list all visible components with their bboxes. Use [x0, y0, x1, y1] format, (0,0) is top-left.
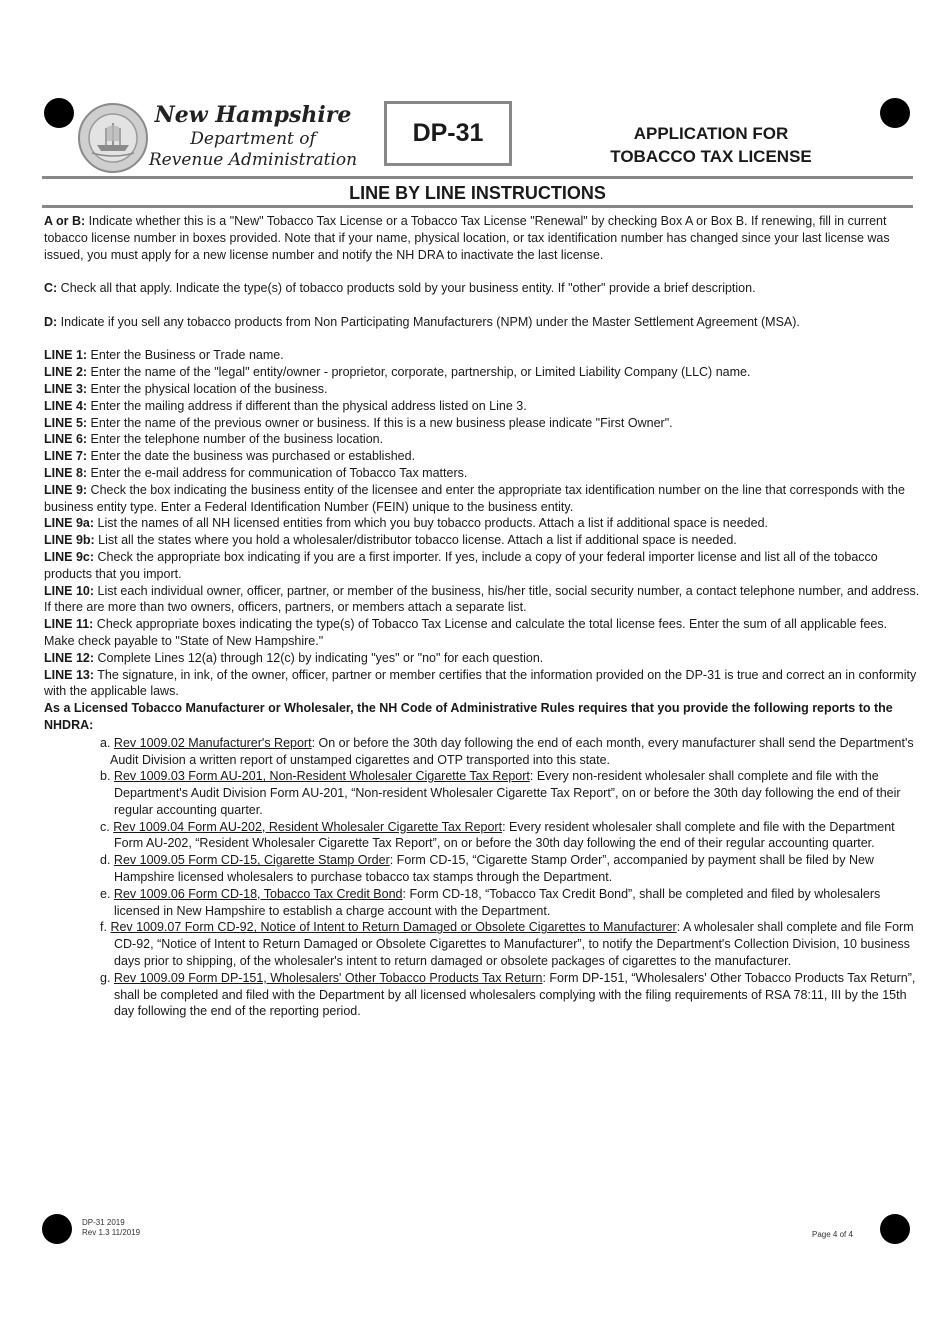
department-line-2: Revenue Administration: [148, 150, 358, 170]
report-item: b. Rev 1009.03 Form AU-201, Non-Resident Wholesaler Cigarette Tax Report: Every non-resident wholesaler shall complete and file with the Department's Audit Division Form AU-201, “Non-resident Wholesaler Cigarette Tax Report”, on or before the 30th day following the end of their regular accounting quarter.: [100, 769, 901, 817]
line-item: LINE 12: Complete Lines 12(a) through 12(c) by indicating "yes" or "no" for each question.: [44, 650, 544, 665]
application-title: [588, 122, 834, 168]
section-title: LINE BY LINE INSTRUCTIONS: [349, 183, 606, 203]
line-item: LINE 10: List each individual owner, officer, partner, or member of the business, his/her title, social security number, a contact telephone number, and address. If there are more than two owners, officers, partners, or members attach a separate list.: [44, 583, 920, 615]
agency-name: [148, 102, 358, 171]
reports-heading: As a Licensed Tobacco Manufacturer or Wholesaler, the NH Code of Administrative Rules requires that you provide the following reports to the NHDRA:: [44, 701, 893, 732]
instruction-paragraph: A or B: Indicate whether this is a "New" Tobacco Tax License or a Tobacco Tax License "Renewal" by checking Box A or Box B. If renewing, fill in current tobacco license number in boxes provided. Note that if your name, physical location, or tax identification number has changed since your last license was issued, you must apply for a new license number and notify the NH DRA to inactivate the last license.: [44, 214, 890, 262]
report-item: f. Rev 1009.07 Form CD-92, Notice of Intent to Return Damaged or Obsolete Cigarettes to Manufacturer: A wholesaler shall complete and file Form CD-92, “Notice of Intent to Return Damaged or Obsolete Cigarettes to Manufacturer”, to notify the Department's Collection Division, 10 business days prior to shipping, of the wholesaler's intent to return damaged or obsolete packages of cigarettes to the manufacturer.: [100, 920, 914, 969]
rule-reference: Rev 1009.02 Manufacturer's Report: [113, 735, 312, 750]
line-item: LINE 8: Enter the e-mail address for communication of Tobacco Tax matters.: [44, 465, 468, 480]
header-rule: [42, 176, 913, 179]
registration-mark-bottom-right: [880, 1214, 910, 1244]
footer-revision: Rev 1.3 11/2019: [82, 1228, 141, 1237]
rule-reference: Rev 1009.09 Form DP-151, Wholesalers' Other Tobacco Products Tax Return: [113, 970, 543, 985]
line-item: LINE 9c: Check the appropriate box indicating if you are a first importer. If yes, include a copy of your federal importer license and list all of the tobacco products that you import.: [44, 549, 878, 581]
line-item: LINE 13: The signature, in ink, of the owner, officer, partner or member certifies that the information provided on the DP-31 is true and correct an in conformity with the applicable laws.: [44, 667, 917, 699]
report-item: c. Rev 1009.04 Form AU-202, Resident Wholesaler Cigarette Tax Report: Every resident wholesaler shall complete and file with the Department Form AU-202, “Resident Wholesaler Cigarette Tax Report”, on or before the 30th day following the end of their regular accounting quarter.: [100, 819, 895, 851]
line-item: LINE 7: Enter the date the business was purchased or established.: [44, 449, 416, 464]
registration-mark-top-right: [880, 98, 910, 128]
line-item: LINE 5: Enter the name of the previous owner or business. If this is a new business please indicate "First Owner".: [44, 415, 673, 430]
line-instructions: [44, 347, 920, 700]
registration-mark-bottom-left: [42, 1214, 72, 1244]
report-item: a. Rev 1009.02 Manufacturer's Report: On or before the 30th day following the end of each month, every manufacturer shall send the Department's Audit Division a written report of unstamped cigarettes and OTP transported into this state.: [100, 735, 914, 767]
instruction-paragraph: D: Indicate if you sell any tobacco products from Non Participating Manufacturers (NPM) under the Master Settlement Agreement (MSA).: [44, 314, 800, 329]
reports-list: [44, 735, 920, 1021]
rule-reference: Rev 1009.06 Form CD-18, Tobacco Tax Credit Bond: [113, 886, 403, 901]
line-item: LINE 9a: List the names of all NH licensed entities from which you buy tobacco products. Attach a list if additional space is needed.: [44, 516, 768, 531]
line-item: LINE 9b: List all the states where you hold a wholesaler/distributor tobacco license. Attach a list if additional space is needed.: [44, 533, 737, 548]
line-item: LINE 4: Enter the mailing address if different than the physical address listed on Line 3.: [44, 398, 527, 413]
footer-form-info: [82, 1218, 140, 1238]
section-rule: [42, 205, 913, 208]
rule-reference: Rev 1009.05 Form CD-15, Cigarette Stamp Order: [113, 853, 390, 868]
line-item: LINE 2: Enter the name of the "legal" entity/owner - proprietor, corporate, partnership, or Limited Liability Company (LLC) name.: [44, 365, 751, 380]
footer-form-year: DP-31 2019: [82, 1218, 125, 1227]
rule-reference: Rev 1009.07 Form CD-92, Notice of Intent to Return Damaged or Obsolete Cigarettes to Manufacturer: [110, 920, 677, 935]
form-id-box: DP-31: [384, 101, 512, 166]
state-name: New Hampshire: [154, 102, 352, 128]
line-item: LINE 9: Check the box indicating the business entity of the licensee and enter the appropriate tax identification number on the line that corresponds with the business entity type. Enter a Federal Identification Number (FEIN) unique to the business entity.: [44, 482, 905, 514]
page-number: Page 4 of 4: [812, 1230, 853, 1239]
application-title-line-2: TOBACCO TAX LICENSE: [610, 147, 812, 166]
report-item: e. Rev 1009.06 Form CD-18, Tobacco Tax Credit Bond: Form CD-18, “Tobacco Tax Credit Bond”, shall be completed and filed by wholesalers licensed in New Hampshire to establish a charge account with the Department.: [100, 886, 881, 918]
report-item: d. Rev 1009.05 Form CD-15, Cigarette Stamp Order: Form CD-15, “Cigarette Stamp Order”, accompanied by payment shall be filed by New Hampshire licensed wholesalers to purchase tobacco tax stamps through the Department.: [100, 853, 874, 885]
instruction-paragraph: C: Check all that apply. Indicate the type(s) of tobacco products sold by your business entity. If "other" provide a brief description.: [44, 281, 756, 296]
department-line-1: Department of: [190, 129, 316, 149]
state-seal-icon: [78, 103, 148, 173]
line-item: LINE 11: Check appropriate boxes indicating the type(s) of Tobacco Tax License and calculate the total license fees. Enter the sum of all applicable fees. Make check payable to "State of New Hampshire.": [44, 617, 888, 648]
rule-reference: Rev 1009.03 Form AU-201, Non-Resident Wholesaler Cigarette Tax Report: [113, 769, 530, 784]
registration-mark-top-left: [44, 98, 74, 128]
report-item: g. Rev 1009.09 Form DP-151, Wholesalers' Other Tobacco Products Tax Return: Form DP-151, “Wholesalers' Other Tobacco Products Tax Return”, shall be completed and filed with the Department by all licensed wholesalers complying with the filing requirements of RSA 78:11, III by the 15th day following the end of the reporting period.: [100, 970, 916, 1019]
instructions-body: [44, 213, 920, 1020]
line-item: LINE 6: Enter the telephone number of the business location.: [44, 432, 384, 447]
line-item: LINE 3: Enter the physical location of the business.: [44, 381, 328, 396]
line-item: LINE 1: Enter the Business or Trade name.: [44, 348, 284, 363]
rule-reference: Rev 1009.04 Form AU-202, Resident Wholesaler Cigarette Tax Report: [113, 819, 503, 834]
application-title-line-1: APPLICATION FOR: [633, 124, 789, 143]
